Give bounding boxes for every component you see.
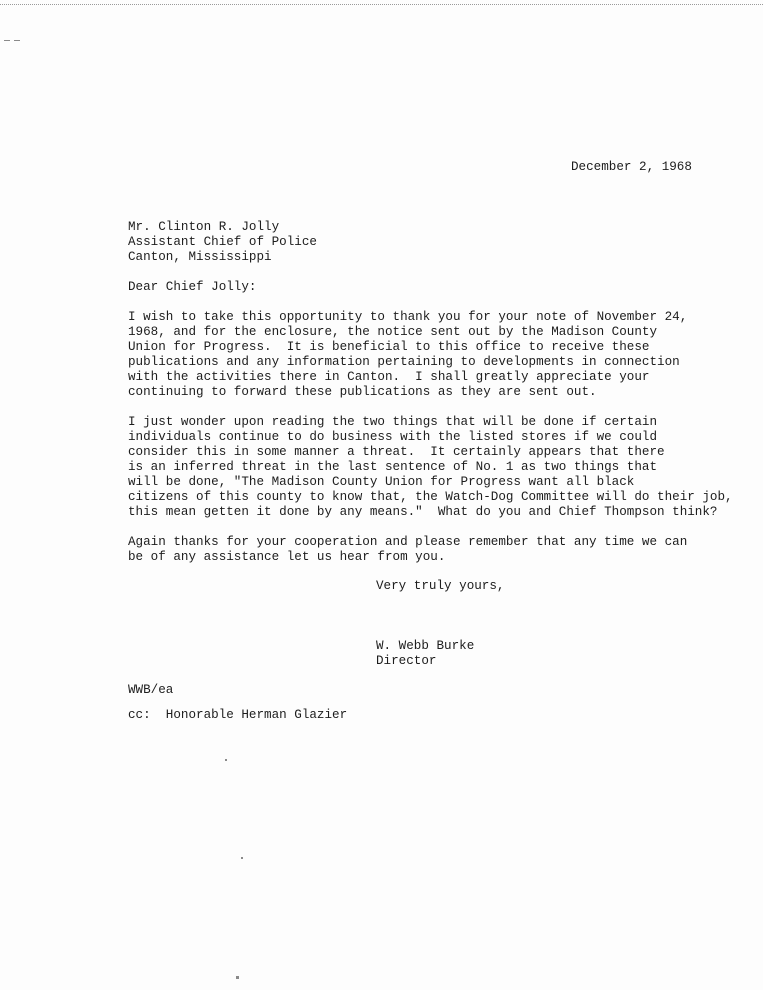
cc-text: cc: Honorable Herman Glazier bbox=[128, 708, 348, 722]
paragraph-line: with the activities there in Canton. I shall greatly appreciate your bbox=[128, 370, 650, 384]
signer-name: W. Webb Burke bbox=[376, 639, 475, 653]
body-paragraph-3 bbox=[128, 535, 687, 565]
body-paragraph-1 bbox=[128, 310, 687, 400]
salutation bbox=[128, 280, 256, 295]
carbon-copy bbox=[128, 708, 347, 723]
paragraph-line: be of any assistance let us hear from you. bbox=[128, 550, 446, 564]
paragraph-line: I just wonder upon reading the two things that will be done if certain bbox=[128, 415, 658, 429]
reference-initials bbox=[128, 683, 173, 698]
paragraph-line: consider this in some manner a threat. It certainly appears that there bbox=[128, 445, 665, 459]
scan-speck bbox=[14, 40, 20, 41]
recipient-title: Assistant Chief of Police bbox=[128, 235, 317, 249]
paragraph-line: is an inferred threat in the last sentence of No. 1 as two things that bbox=[128, 460, 658, 474]
paragraph-line: publications and any information pertaining to developments in connection bbox=[128, 355, 680, 369]
paragraph-line: Again thanks for your cooperation and please remember that any time we can bbox=[128, 535, 688, 549]
recipient-name: Mr. Clinton R. Jolly bbox=[128, 220, 280, 234]
letter-date bbox=[571, 160, 692, 175]
scan-speck bbox=[236, 976, 239, 979]
date-text: December 2, 1968 bbox=[571, 160, 692, 174]
paragraph-line: Union for Progress. It is beneficial to this office to receive these bbox=[128, 340, 650, 354]
paragraph-line: individuals continue to do business with the listed stores if we could bbox=[128, 430, 658, 444]
signer-title: Director bbox=[376, 654, 437, 668]
paragraph-line: will be done, "The Madison County Union for Progress want all black bbox=[128, 475, 635, 489]
scan-edge-artifact bbox=[0, 0, 763, 5]
complimentary-close bbox=[376, 579, 504, 594]
paragraph-line: I wish to take this opportunity to thank you for your note of November 24, bbox=[128, 310, 688, 324]
recipient-address bbox=[128, 220, 317, 265]
paragraph-line: this mean getten it done by any means." What do you and Chief Thompson think? bbox=[128, 505, 718, 519]
scan-speck bbox=[241, 857, 243, 859]
body-paragraph-2 bbox=[128, 415, 733, 520]
initials-text: WWB/ea bbox=[128, 683, 174, 697]
closing-text: Very truly yours, bbox=[376, 579, 505, 593]
paragraph-line: citizens of this county to know that, the Watch-Dog Committee will do their job, bbox=[128, 490, 733, 504]
scan-speck bbox=[4, 40, 10, 41]
scan-speck bbox=[225, 759, 227, 761]
paragraph-line: continuing to forward these publications as they are sent out. bbox=[128, 385, 597, 399]
signature-block bbox=[376, 639, 474, 669]
recipient-location: Canton, Mississippi bbox=[128, 250, 272, 264]
salutation-text: Dear Chief Jolly: bbox=[128, 280, 257, 294]
paragraph-line: 1968, and for the enclosure, the notice sent out by the Madison County bbox=[128, 325, 658, 339]
